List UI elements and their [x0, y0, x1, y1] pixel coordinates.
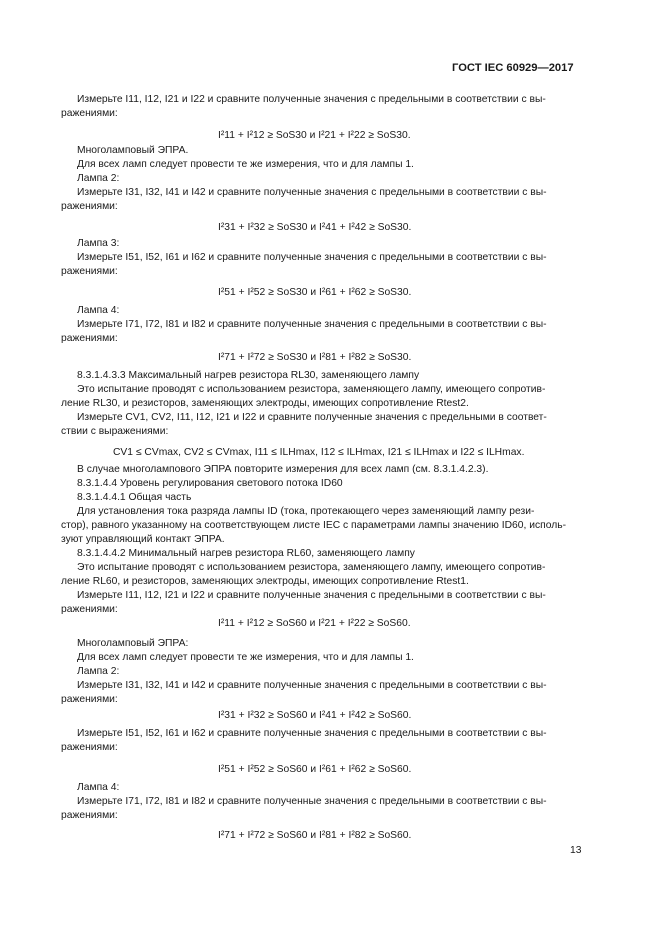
section-heading: 8.3.1.4.4.1 Общая часть	[77, 492, 192, 503]
document-header: ГОСТ IEC 60929—2017	[452, 62, 574, 74]
text-line: Измерьте I31, I32, I41 и I42 и сравните полученные значения с предельными в соответствии с вы-	[77, 187, 547, 198]
text-line: ражениями:	[61, 604, 118, 615]
formula-line: I²31 + I²32 ≥ SoS30 и I²41 + I²42 ≥ SoS30.	[218, 222, 412, 233]
text-line: ражениями:	[61, 333, 118, 344]
text-line: Измерьте I31, I32, I41 и I42 и сравните полученные значения с предельными в соответствии с вы-	[77, 680, 547, 691]
text-line: Для всех ламп следует провести те же измерения, что и для лампы 1.	[77, 159, 414, 170]
text-line: ление RL30, и резисторов, заменяющих электроды, имеющих сопротивление Rtest2.	[61, 398, 469, 409]
text-line: Измерьте I11, I12, I21 и I22 и сравните полученные значения с предельными в соответствии с вы-	[77, 590, 546, 601]
text-line: зуют управляющий контакт ЭПРА.	[61, 534, 225, 545]
text-line: ражениями:	[61, 201, 118, 212]
text-line: Многоламповый ЭПРА.	[77, 145, 189, 156]
formula-line: I²51 + I²52 ≥ SoS60 и I²61 + I²62 ≥ SoS60.	[218, 764, 412, 775]
text-line: Для установления тока разряда лампы ID (тока, протекающего через заменяющий лампу рези-	[77, 506, 535, 517]
text-line: ражениями:	[61, 266, 118, 277]
text-line: Измерьте I51, I52, I61 и I62 и сравните полученные значения с предельными в соответствии с вы-	[77, 728, 547, 739]
text-line: Измерьте I71, I72, I81 и I82 и сравните полученные значения с предельными в соответствии с вы-	[77, 796, 547, 807]
text-line: ражениями:	[61, 694, 118, 705]
section-heading: 8.3.1.4.4.2 Минимальный нагрев резистора RL60, заменяющего лампу	[77, 548, 415, 559]
text-line: Измерьте I51, I52, I61 и I62 и сравните полученные значения с предельными в соответствии с вы-	[77, 252, 547, 263]
text-line: Измерьте CV1, CV2, I11, I12, I21 и I22 и сравните полученные значения с предельными в соответ-	[77, 412, 547, 423]
formula-line: I²71 + I²72 ≥ SoS60 и I²81 + I²82 ≥ SoS60.	[218, 830, 412, 841]
formula-line: CV1 ≤ CVmax, CV2 ≤ CVmax, I11 ≤ ILHmax, I12 ≤ ILHmax, I21 ≤ ILHmax и I22 ≤ ILHmax.	[113, 447, 525, 458]
text-line: В случае многолампового ЭПРА повторите измерения для всех ламп (см. 8.3.1.4.2.3).	[77, 464, 489, 475]
text-line: Это испытание проводят с использованием резистора, заменяющего лампу, имеющего сопротив-	[77, 562, 546, 573]
text-line: Это испытание проводят с использованием резистора, заменяющего лампу, имеющего сопротив-	[77, 384, 546, 395]
text-line: Измерьте I71, I72, I81 и I82 и сравните полученные значения с предельными в соответствии с вы-	[77, 319, 547, 330]
formula-line: I²71 + I²72 ≥ SoS30 и I²81 + I²82 ≥ SoS30.	[218, 352, 412, 363]
text-line: Лампа 2:	[77, 173, 120, 184]
text-line: ление RL60, и резисторов, заменяющих электроды, имеющих сопротивление Rtest1.	[61, 576, 469, 587]
formula-line: I²11 + I²12 ≥ SoS60 и I²21 + I²22 ≥ SoS60.	[218, 618, 411, 629]
formula-line: I²51 + I²52 ≥ SoS30 и I²61 + I²62 ≥ SoS30.	[218, 287, 412, 298]
text-line: ражениями:	[61, 810, 118, 821]
text-line: ствии с выражениями:	[61, 426, 169, 437]
text-line: стор), равного указанному на соответствующем листе IEC с параметрами лампы значению ID60, исполь-	[61, 520, 567, 531]
section-heading: 8.3.1.4.4 Уровень регулирования светового потока ID60	[77, 478, 343, 489]
text-line: ражениями:	[61, 742, 118, 753]
text-line: ражениями:	[61, 108, 118, 119]
page-number: 13	[570, 845, 582, 856]
text-line: Лампа 4:	[77, 782, 120, 793]
text-line: Многоламповый ЭПРА:	[77, 638, 189, 649]
text-line: Лампа 2:	[77, 666, 120, 677]
section-heading: 8.3.1.4.3.3 Максимальный нагрев резистора RL30, заменяющего лампу	[77, 370, 420, 381]
formula-line: I²11 + I²12 ≥ SoS30 и I²21 + I²22 ≥ SoS30.	[218, 130, 411, 141]
text-line: Для всех ламп следует провести те же измерения, что и для лампы 1.	[77, 652, 414, 663]
text-line: Лампа 4:	[77, 305, 120, 316]
formula-line: I²31 + I²32 ≥ SoS60 и I²41 + I²42 ≥ SoS60.	[218, 710, 412, 721]
text-line: Измерьте I11, I12, I21 и I22 и сравните полученные значения с предельными в соответствии с вы-	[77, 94, 546, 105]
text-line: Лампа 3:	[77, 238, 120, 249]
